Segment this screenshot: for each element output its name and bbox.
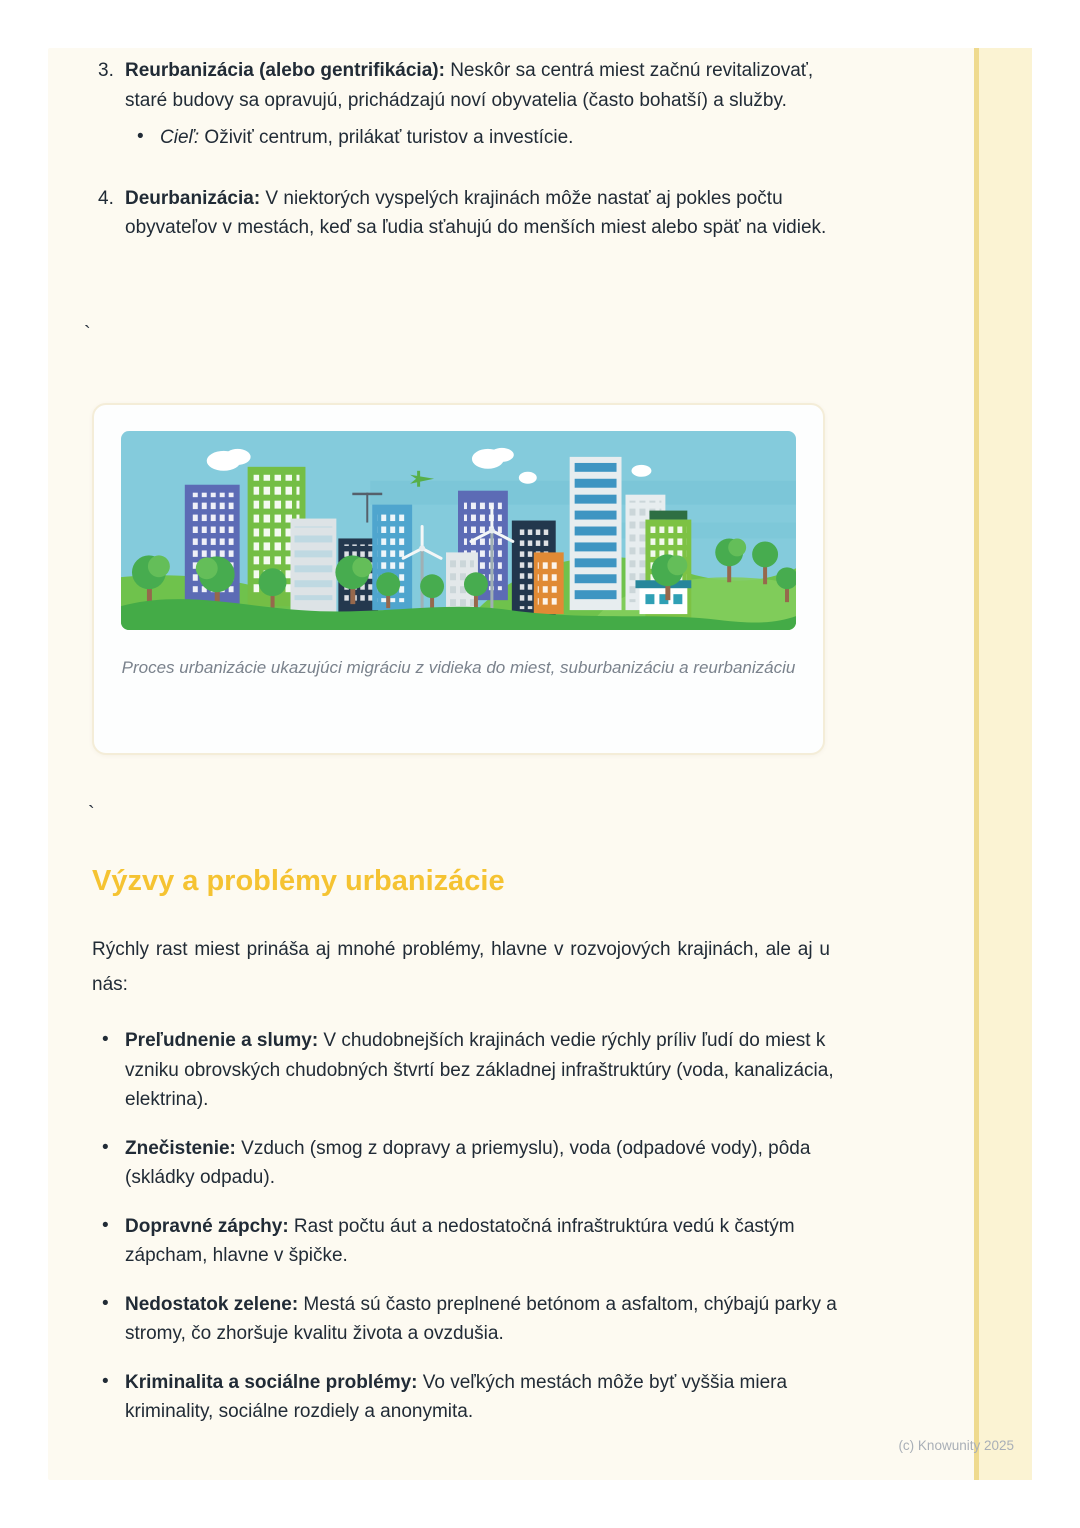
- city-illustration: [121, 431, 796, 630]
- stray-backtick: `: [84, 323, 91, 345]
- footer-credit: (c) Knowunity 2025: [898, 1438, 1014, 1453]
- bullet-text: Rast počtu áut a nedostatočná infraštruktúra vedú k častým zápcham, hlavne v špičke.: [125, 1215, 795, 1266]
- bullet-text: Mestá sú často preplnené betónom a asfaltom, chýbajú parky a stromy, čo zhoršuje kvalitu života a ovzdušia.: [125, 1293, 837, 1344]
- bullet-text: V chudobnejších krajinách vedie rýchly príliv ľudí do miest k vzniku obrovských chudobných štvrtí bez základnej infraštruktúry (voda, kanalizácia, elektrina).: [125, 1030, 834, 1110]
- bullet-preludnenie: [92, 1026, 840, 1115]
- list-term: Deurbanizácia:: [125, 187, 261, 209]
- sub-bullet-text: Oživiť centrum, prilákať turistov a investície.: [199, 127, 574, 148]
- document-page: [48, 48, 1032, 1480]
- list-term: Reurbanizácia (alebo gentrifikácia):: [125, 60, 445, 81]
- list-item-deurbanizacia: [92, 184, 834, 243]
- bullet-term: Nedostatok zelene:: [125, 1293, 299, 1315]
- bullet-text: Vo veľkých mestách môže byť vyššia miera kriminality, sociálne rozdiely a anonymita.: [125, 1371, 788, 1422]
- right-accent-band: [979, 48, 1032, 1480]
- bullet-dopravne-zapchy: [92, 1212, 840, 1271]
- section-intro: Rýchly rast miest prináša aj mnohé problémy, hlavne v rozvojových krajinách, ale aj u nás:: [92, 939, 830, 995]
- figure-caption: Proces urbanizácie ukazujúci migráciu z vidieka do miest, suburbanizáciu a reurbanizáciu: [121, 658, 796, 677]
- list-number: 4.: [98, 187, 114, 209]
- bullet-term: Znečistenie:: [125, 1137, 236, 1159]
- bullet-term: Dopravné zápchy:: [125, 1215, 289, 1237]
- bullet-znecistenie: [92, 1134, 840, 1193]
- sub-bullet-ciel: [125, 123, 834, 153]
- stray-backtick: `: [88, 803, 95, 825]
- numbered-list: [92, 56, 834, 243]
- sub-bullet-lead: Cieľ:: [160, 127, 200, 148]
- list-number: 3.: [98, 60, 114, 81]
- list-text: Neskôr sa centrá miest začnú revitalizovať, staré budovy sa opravujú, prichádzajú noví obyvatelia (často bohatší) a služby.: [125, 60, 814, 111]
- bullet-term: Kriminalita a sociálne problémy:: [125, 1371, 418, 1393]
- bullet-text: Vzduch (smog z dopravy a priemyslu), voda (odpadové vody), pôda (skládky odpadu).: [125, 1137, 811, 1188]
- list-item-reurbanizacia: [92, 56, 834, 153]
- bulleted-list: [92, 1026, 840, 1446]
- bullet-nedostatok-zelene: [92, 1290, 840, 1349]
- figure-card: [92, 403, 825, 755]
- bullet-term: Preľudnenie a slumy:: [125, 1030, 319, 1051]
- list-text: V niektorých vyspelých krajinách môže nastať aj pokles počtu obyvateľov v mestách, keď sa ľudia sťahujú do menších miest alebo späť na vidiek.: [125, 187, 827, 238]
- right-accent-line: [974, 48, 979, 1480]
- section-heading: Výzvy a problémy urbanizácie: [92, 865, 505, 897]
- bullet-kriminalita: [92, 1368, 840, 1427]
